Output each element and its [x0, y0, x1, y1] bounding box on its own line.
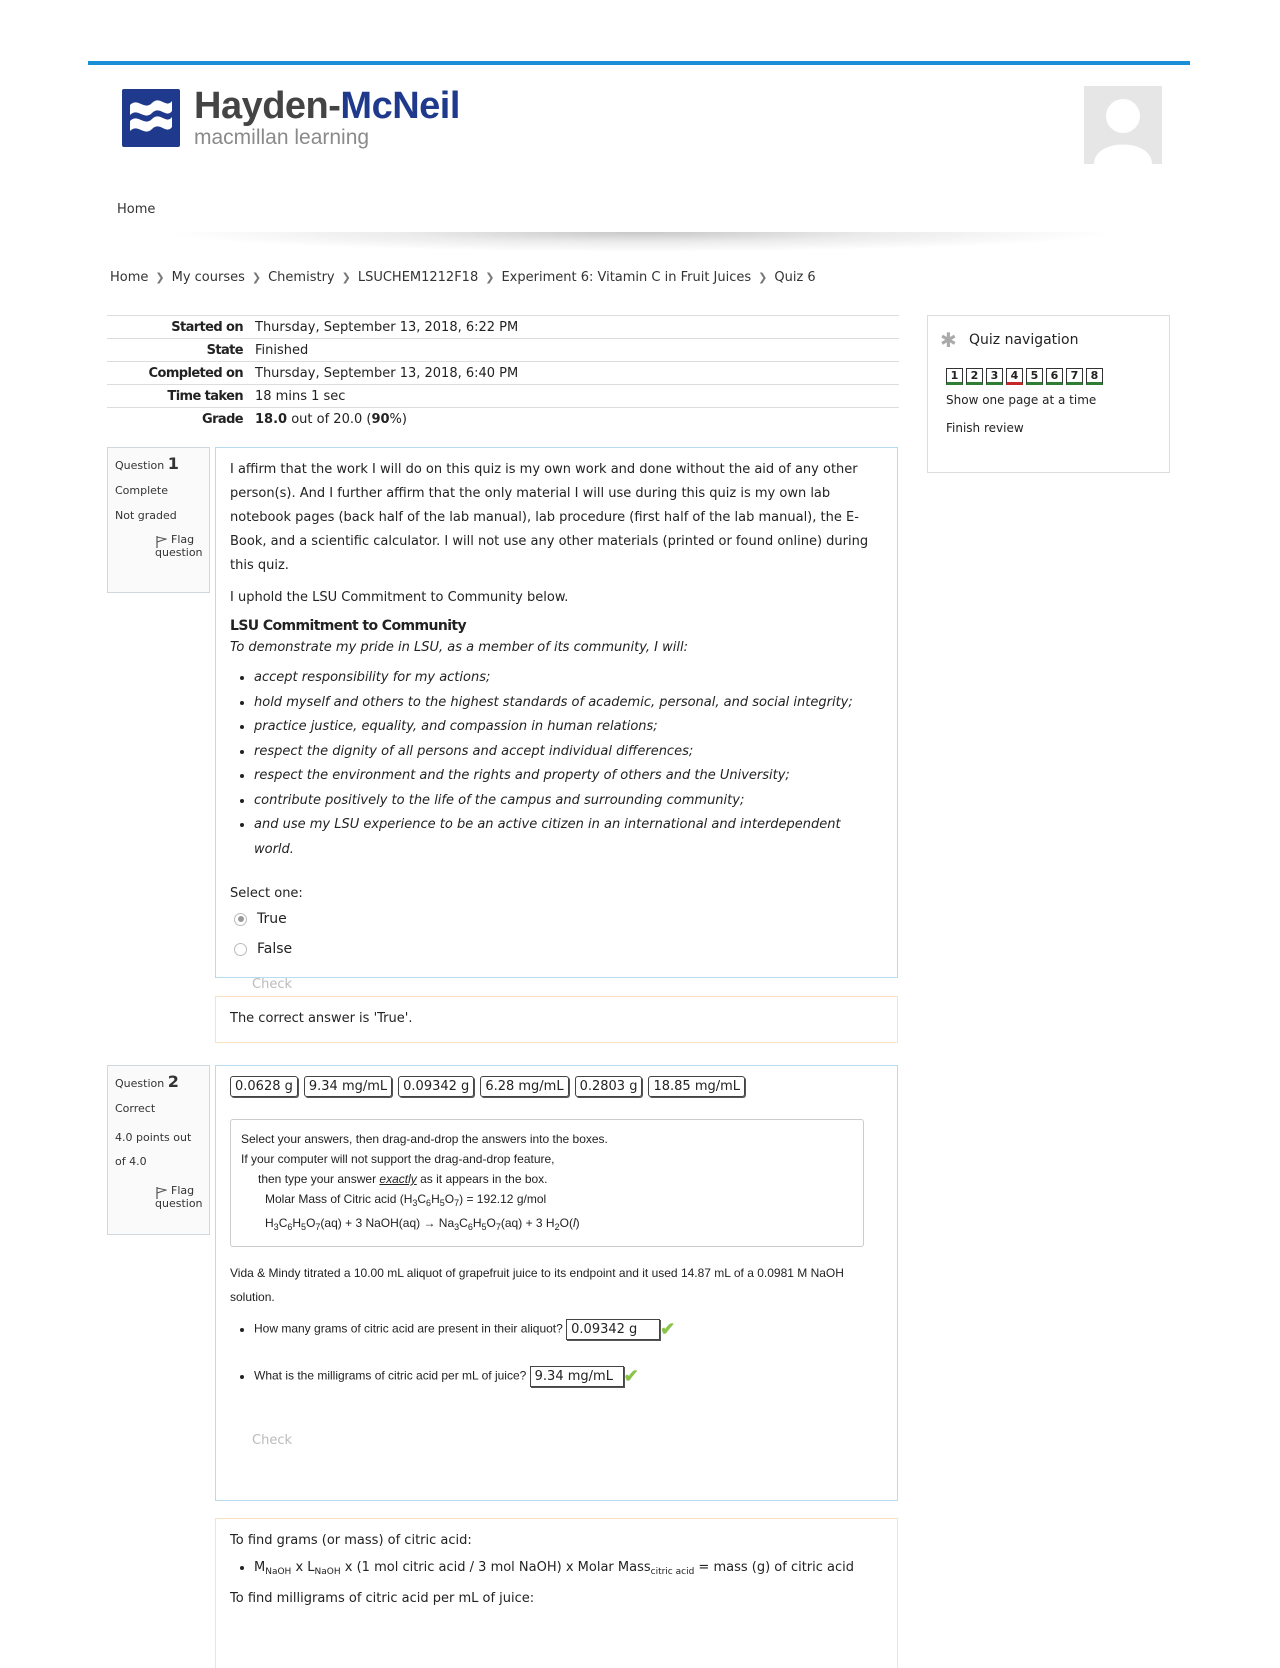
breadcrumb-home[interactable]: Home	[110, 270, 149, 285]
breadcrumb-quiz[interactable]: Quiz 6	[774, 270, 816, 285]
list-item: • respect the dignity of all persons and accept individual differences;	[254, 740, 883, 765]
question-1-feedback	[215, 996, 898, 1043]
answer-drop-box[interactable]: 9.34 mg/mL	[530, 1366, 624, 1387]
feedback-text: To find grams (or mass) of citric acid:	[230, 1533, 472, 1548]
correct-answer-text: The correct answer is 'True'.	[230, 1011, 413, 1026]
question-1-content	[215, 447, 898, 992]
feedback-text: To find milligrams of citric acid per mL of juice:	[230, 1591, 535, 1606]
summary-value: Thursday, September 13, 2018, 6:40 PM	[249, 362, 899, 385]
show-one-page-link[interactable]: Show one page at a time	[946, 393, 1097, 407]
sub-question-text: What is the milligrams of citric acid per mL of juice?	[254, 1368, 527, 1383]
chevron-right-icon: ❯	[758, 271, 768, 284]
question-number: 2	[167, 1072, 179, 1091]
select-one-label: Select one:	[230, 886, 303, 901]
draggable-answer[interactable]: 9.34 mg/mL	[304, 1076, 392, 1097]
list-item: • respect the environment and the rights and property of others and the University;	[254, 764, 883, 789]
summary-row-grade	[107, 408, 899, 431]
quiz-nav-button[interactable]: 6	[1046, 368, 1063, 385]
gear-icon: ✱	[940, 328, 957, 352]
summary-label: Grade	[107, 408, 249, 431]
quiz-navigation-title: Quiz navigation	[969, 332, 1079, 348]
summary-row-completed	[107, 362, 899, 385]
list-item: • hold myself and others to the highest standards of academic, personal, and social integrity;	[254, 691, 883, 716]
list-item: • accept responsibility for my actions;	[254, 666, 883, 691]
list-item: • $M_{NaOH}$ x $L_{NaOH}$ x (1 mol citric acid / 3 mol NaOH) x Molar Mass$_{citric acid}$ = mass (g) of citric acid	[254, 1555, 883, 1585]
breadcrumb-chemistry[interactable]: Chemistry	[268, 270, 335, 285]
question-text: I uphold the LSU Commitment to Community below.	[230, 590, 569, 605]
checkmark-icon: ✔	[623, 1366, 639, 1386]
flag-label: Flag question	[155, 533, 203, 559]
summary-label: Started on	[107, 316, 249, 339]
draggable-answer[interactable]: 6.28 mg/mL	[480, 1076, 568, 1097]
draggable-answer[interactable]: 0.0628 g	[230, 1076, 298, 1097]
instructions-box	[230, 1119, 864, 1247]
reaction-equation: $H_3C_6H_5O_7(aq) + 3$ NaOH(aq) → $Na_3C_6H_5O_7(aq) + 3$ $H_2O(l)$	[265, 1216, 580, 1232]
answer-false-option[interactable]	[230, 941, 883, 957]
flag-icon	[155, 1186, 167, 1203]
question-buttons	[946, 368, 1157, 385]
summary-grade-value: 18.0 out of 20.0 (90%)	[249, 408, 899, 431]
question-status: Correct	[115, 1102, 156, 1115]
question-2-content	[215, 1065, 898, 1501]
summary-value: Finished	[249, 339, 899, 362]
chevron-right-icon: ❯	[155, 271, 165, 284]
breadcrumb	[110, 270, 816, 285]
instruction-line: then type your answer exactly as it appears in the box.	[258, 1172, 548, 1186]
brand-name-part1: Hayden-	[194, 85, 341, 127]
list-item: • practice justice, equality, and compassion in human relations;	[254, 715, 883, 740]
summary-row-started	[107, 316, 899, 339]
list-item	[254, 1366, 883, 1387]
sub-question-list	[230, 1319, 883, 1387]
breadcrumb-my-courses[interactable]: My courses	[171, 270, 245, 285]
summary-value: 18 mins 1 sec	[249, 385, 899, 408]
flag-question-button[interactable]	[115, 1184, 202, 1210]
quiz-nav-button[interactable]: 2	[966, 368, 983, 385]
list-item: • contribute positively to the life of the campus and surrounding community;	[254, 789, 883, 814]
user-avatar[interactable]	[1084, 86, 1162, 164]
list-item: • and use my LSU experience to be an active citizen in an international and interdependent world.	[254, 813, 883, 862]
brand-name-part2: McNeil	[340, 85, 460, 127]
chevron-right-icon: ❯	[341, 271, 351, 284]
option-label: True	[257, 911, 287, 927]
site-logo[interactable]	[122, 86, 460, 150]
sub-question-text: How many grams of citric acid are present in their aliquot?	[254, 1321, 563, 1336]
feedback-list	[230, 1555, 883, 1585]
commitment-heading: LSU Commitment to Community	[230, 618, 467, 634]
summary-row-time	[107, 385, 899, 408]
question-marks: 4.0 points out of 4.0	[115, 1131, 192, 1168]
summary-value: Thursday, September 13, 2018, 6:22 PM	[249, 316, 899, 339]
logo-mark	[122, 89, 180, 147]
radio-unselected[interactable]	[234, 943, 247, 956]
checkmark-icon: ✔	[660, 1319, 676, 1339]
flag-icon	[155, 535, 167, 552]
option-label: False	[257, 941, 293, 957]
question-number: 1	[167, 454, 179, 473]
check-button[interactable]: Check	[252, 977, 292, 992]
flag-label: Flag question	[155, 1184, 203, 1210]
question-2-feedback	[215, 1518, 898, 1668]
quiz-nav-button[interactable]: 3	[986, 368, 1003, 385]
summary-label: Time taken	[107, 385, 249, 408]
summary-label: Completed on	[107, 362, 249, 385]
attempt-summary-table	[107, 315, 899, 430]
chevron-right-icon: ❯	[485, 271, 495, 284]
answer-true-option[interactable]	[230, 911, 883, 927]
instruction-line: If your computer will not support the drag-and-drop feature,	[241, 1152, 555, 1166]
question-text: Vida & Mindy titrated a 10.00 mL aliquot of grapefruit juice to its endpoint and it used 14.87 mL of a 0.0981 M NaOH solution.	[230, 1266, 844, 1304]
commitment-intro: To demonstrate my pride in LSU, as a member of its community, I will:	[230, 640, 688, 655]
header-shadow-divider	[160, 232, 1120, 252]
molar-mass-line: Molar Mass of Citric acid $(H_3C_6H_5O_7) = 192.12$ g/mol	[265, 1192, 547, 1208]
breadcrumb-course[interactable]: LSUCHEM1212F18	[357, 270, 479, 285]
nav-home-link[interactable]: Home	[117, 202, 156, 217]
question-status: Complete	[115, 484, 169, 497]
instruction-line: Select your answers, then drag-and-drop the answers into the boxes.	[241, 1132, 608, 1146]
summary-label: State	[107, 339, 249, 362]
draggable-answer[interactable]: 0.2803 g	[575, 1076, 643, 1097]
quiz-nav-button[interactable]: 4	[1006, 368, 1023, 385]
answer-drop-box[interactable]: 0.09342 g	[566, 1319, 660, 1340]
question-label: Question	[115, 459, 165, 472]
question-label: Question	[115, 1077, 165, 1090]
quiz-nav-button[interactable]: 8	[1086, 368, 1103, 385]
chevron-right-icon: ❯	[251, 271, 262, 284]
answer-choices	[230, 1076, 883, 1097]
breadcrumb-section[interactable]: Experiment 6: Vitamin C in Fruit Juices	[501, 270, 752, 285]
draggable-answer[interactable]: 0.09342 g	[398, 1076, 474, 1097]
quiz-nav-button[interactable]: 7	[1066, 368, 1083, 385]
brand-name	[194, 86, 460, 126]
brand-tagline: macmillan learning	[194, 126, 370, 149]
flag-question-button[interactable]	[115, 533, 202, 559]
quiz-nav-button[interactable]: 5	[1026, 368, 1043, 385]
radio-selected[interactable]	[234, 913, 247, 926]
question-marks: Not graded	[115, 509, 177, 522]
question-text: I affirm that the work I will do on this quiz is my own work and done without the aid of any other person(s). And I further affirm that the only material I will use during this quiz is my own lab notebook pages (back half of the lab manual), lab procedure (first half of the lab manual), the E-Book, and a scientific calculator. I will not use any other materials (printed or found online) during this quiz.	[230, 462, 869, 573]
question-2-info	[107, 1065, 210, 1235]
question-1-info	[107, 447, 210, 593]
finish-review-link[interactable]: Finish review	[946, 421, 1024, 435]
quiz-nav-button[interactable]: 1	[946, 368, 963, 385]
quiz-navigation-block	[927, 315, 1170, 473]
list-item	[254, 1319, 883, 1340]
draggable-answer[interactable]: 18.85 mg/mL	[648, 1076, 745, 1097]
commitment-list	[230, 666, 883, 862]
check-button[interactable]: Check	[252, 1433, 292, 1448]
summary-row-state	[107, 339, 899, 362]
header-accent-bar	[88, 61, 1190, 65]
